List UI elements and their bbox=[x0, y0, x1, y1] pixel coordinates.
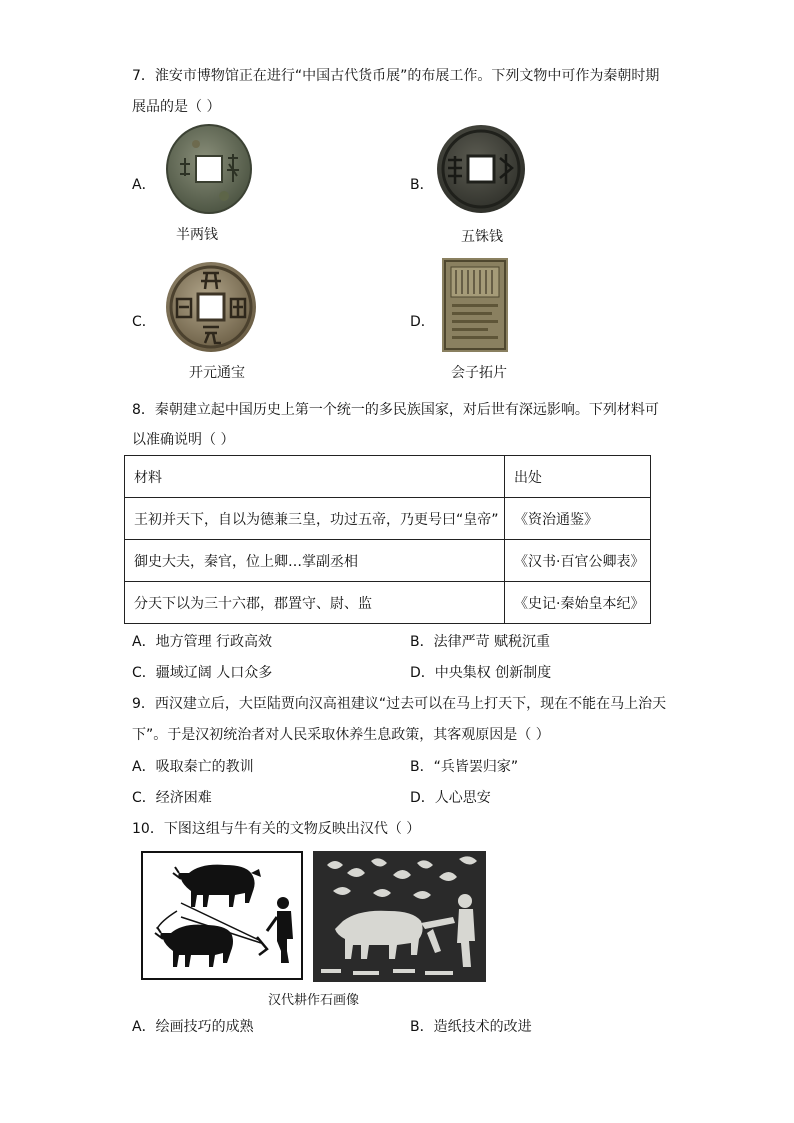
q8-option-d[interactable]: D．中央集权 创新制度 bbox=[410, 665, 552, 681]
relief-caption: 汉代耕作石画像 bbox=[268, 993, 360, 1008]
q7-option-b-letter[interactable]: B． bbox=[410, 177, 434, 193]
q7-option-a-letter[interactable]: A． bbox=[132, 177, 156, 193]
table-cell-material: 御史大夫，秦官，位上卿…掌副丞相 bbox=[125, 540, 505, 582]
q7-option-b-caption: 五铢钱 bbox=[461, 229, 503, 245]
kai-yuan-tong-bao-coin-image bbox=[165, 261, 257, 353]
q9-option-b[interactable]: B．“兵皆罢归家” bbox=[410, 759, 519, 775]
q9-option-c[interactable]: C．经济困难 bbox=[132, 790, 212, 806]
table-row bbox=[125, 582, 651, 624]
q8-stem-line2: 以准确说明（ ） bbox=[132, 432, 235, 448]
table-row bbox=[125, 540, 651, 582]
table-row bbox=[125, 498, 651, 540]
table-cell-material: 分天下以为三十六郡，郡置守、尉、监 bbox=[125, 582, 505, 624]
table-header-material: 材料 bbox=[125, 456, 505, 498]
table-header-source: 出处 bbox=[505, 456, 651, 498]
q10-option-b[interactable]: B．造纸技术的改进 bbox=[410, 1019, 532, 1035]
table-header-row bbox=[125, 456, 651, 498]
q7-option-a-caption: 半两钱 bbox=[176, 227, 218, 243]
q7-stem-line2: 展品的是（ ） bbox=[132, 99, 221, 115]
q8-stem-line1: 8．秦朝建立起中国历史上第一个统一的多民族国家，对后世有深远影响。下列材料可 bbox=[132, 402, 659, 418]
huizi-rubbing-image bbox=[442, 258, 508, 352]
table-cell-source: 《资治通鉴》 bbox=[505, 498, 651, 540]
q7-stem-line1: 7．淮安市博物馆正在进行“中国古代货币展”的布展工作。下列文物中可作为秦朝时期 bbox=[132, 68, 660, 84]
table-cell-material: 王初并天下，自以为德兼三皇，功过五帝，乃更号曰“皇帝” bbox=[125, 498, 505, 540]
table-cell-source: 《汉书·百官公卿表》 bbox=[505, 540, 651, 582]
ban-liang-coin-image bbox=[166, 124, 252, 214]
q9-stem-line2: 下”。于是汉初统治者对人民采取休养生息政策，其客观原因是（ ） bbox=[132, 727, 550, 743]
wu-zhu-coin-image bbox=[436, 124, 526, 214]
q10-option-a[interactable]: A．绘画技巧的成熟 bbox=[132, 1019, 254, 1035]
q7-option-c-caption: 开元通宝 bbox=[189, 365, 245, 381]
ox-plowing-drawing-image bbox=[141, 851, 303, 980]
q8-option-b[interactable]: B．法律严苛 赋税沉重 bbox=[410, 634, 551, 650]
q7-option-d-caption: 会子拓片 bbox=[451, 365, 507, 381]
q9-option-a[interactable]: A．吸取秦亡的教训 bbox=[132, 759, 254, 775]
table-cell-source: 《史记·秦始皇本纪》 bbox=[505, 582, 651, 624]
q9-option-d[interactable]: D．人心思安 bbox=[410, 790, 491, 806]
q9-stem-line1: 9．西汉建立后，大臣陆贾向汉高祖建议“过去可以在马上打天下，现在不能在马上治天 bbox=[132, 696, 667, 712]
q7-option-d-letter[interactable]: D． bbox=[410, 314, 435, 330]
q7-option-c-letter[interactable]: C． bbox=[132, 314, 156, 330]
q10-stem: 10．下图这组与牛有关的文物反映出汉代（ ） bbox=[132, 821, 421, 837]
stone-relief-image bbox=[313, 851, 486, 982]
q8-option-c[interactable]: C．疆域辽阔 人口众多 bbox=[132, 665, 273, 681]
q8-option-a[interactable]: A．地方管理 行政高效 bbox=[132, 634, 273, 650]
source-table bbox=[124, 455, 651, 624]
